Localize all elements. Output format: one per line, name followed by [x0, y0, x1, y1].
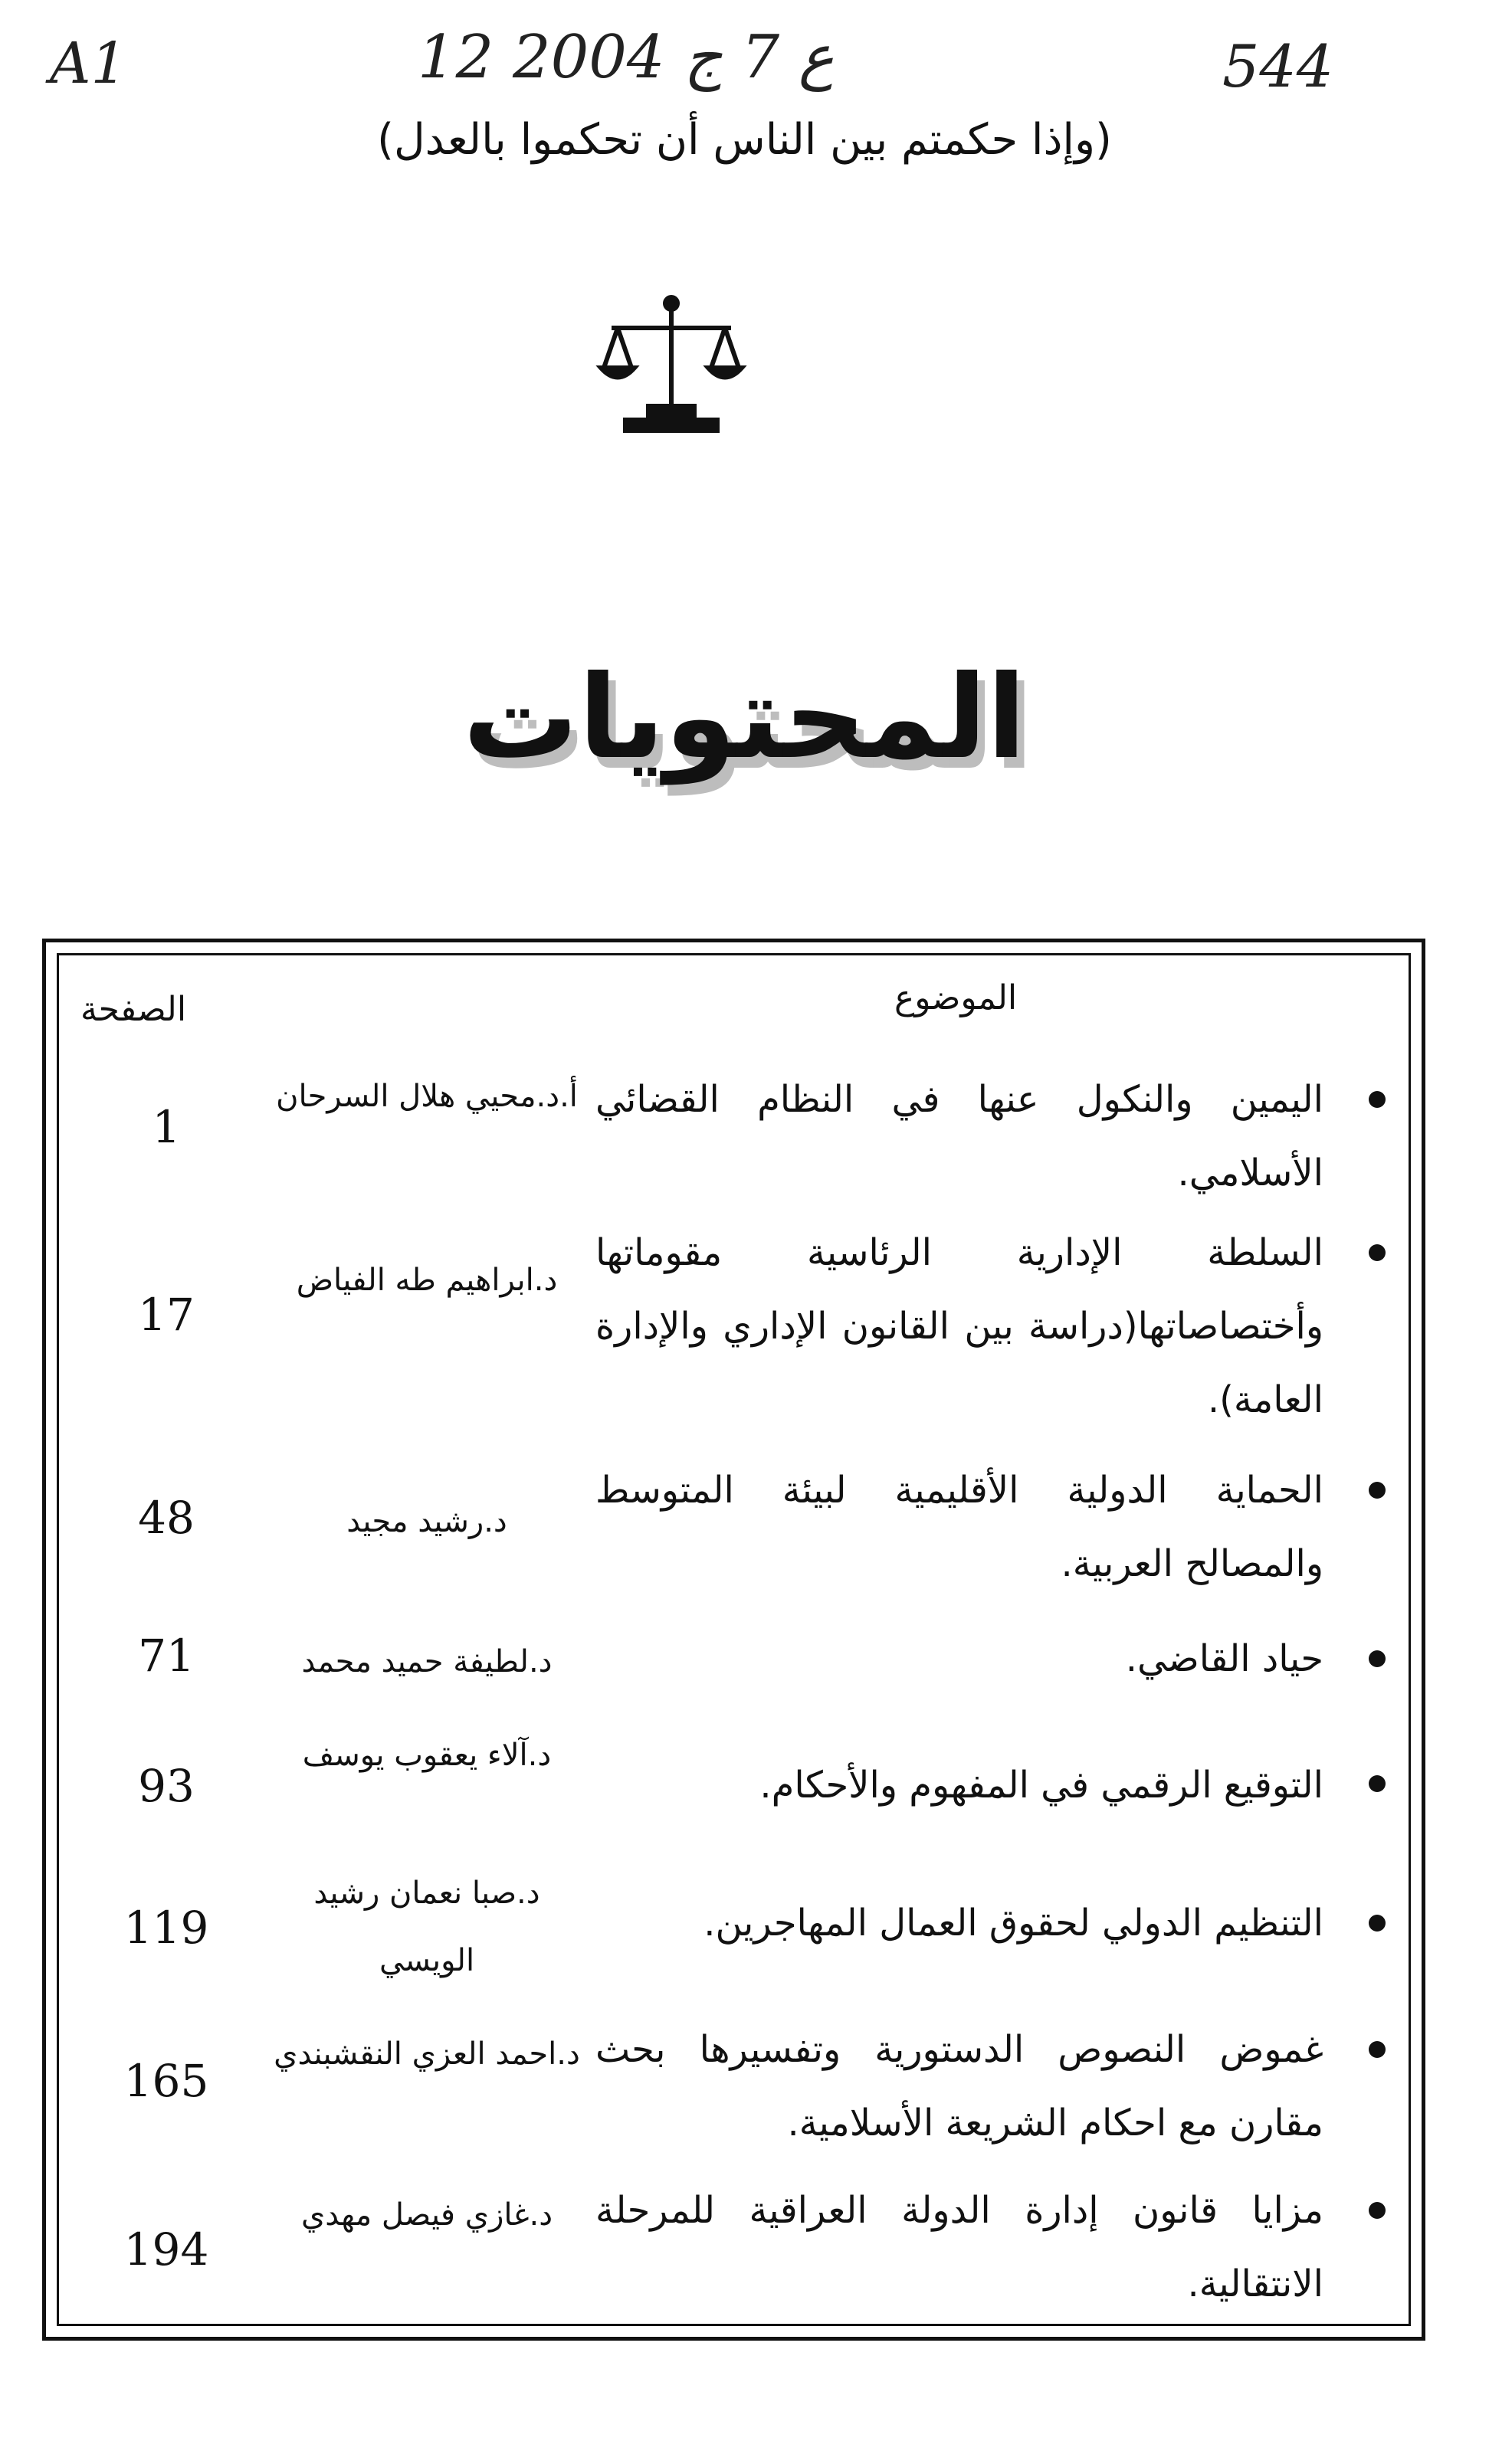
toc-page-number: 165 — [123, 2055, 209, 2107]
bullet-icon — [1369, 1775, 1386, 1792]
bullet-icon — [1369, 2041, 1386, 2058]
bullet-icon — [1369, 1244, 1386, 1261]
toc-topic: غموض النصوص الدستورية وتفسيرها بحث مقارن مع احكام الشريعة الأسلامية. — [595, 2028, 1323, 2145]
toc-header-page: الصفحة — [80, 990, 187, 1029]
toc-author: د.ابراهيم طه الفياض — [296, 1263, 558, 1298]
toc-page-number: 1 — [152, 1101, 181, 1153]
toc-author: د.غازي فيصل مهدي — [300, 2197, 553, 2233]
toc-entry — [59, 1216, 1409, 1438]
bullet-icon — [1369, 1091, 1386, 1108]
toc-author: أ.د.محيي هلال السرحان — [276, 1079, 578, 1114]
handwritten-number: 544 — [1222, 32, 1334, 100]
scales-of-justice-icon — [595, 291, 748, 444]
toc-page-number: 119 — [123, 1902, 209, 1954]
toc-author: د.صبا نعمان رشيد الويسي — [313, 1876, 540, 1978]
toc-frame — [42, 939, 1425, 2341]
toc-entry — [59, 2174, 1409, 2327]
toc-entry — [59, 1622, 1409, 1706]
toc-author: د.آلاء يعقوب يوسف — [302, 1738, 552, 1773]
toc-entry — [59, 1867, 1409, 1997]
toc-page-number: 17 — [138, 1289, 195, 1341]
toc-author: د.لطيفة حميد محمد — [301, 1644, 553, 1679]
toc-topic: الحماية الدولية الأقليمية لبيئة المتوسط والمصالح العربية. — [595, 1469, 1323, 1585]
toc-topic: حياد القاضي. — [1125, 1637, 1323, 1680]
toc-author: د.احمد العزي النقشبندي — [274, 2036, 580, 2072]
page-title: المحتويات — [462, 651, 1027, 785]
toc-author: د.رشيد مجيد — [346, 1504, 507, 1539]
toc-page-number: 71 — [138, 1630, 195, 1682]
toc-header-topic: الموضوع — [894, 978, 1018, 1017]
toc-inner-border — [57, 953, 1411, 2326]
toc-page-number: 93 — [138, 1760, 195, 1812]
toc-topic: التوقيع الرقمي في المفهوم والأحكام. — [759, 1764, 1323, 1807]
bullet-icon — [1369, 1482, 1386, 1499]
bullet-icon — [1369, 1650, 1386, 1667]
bullet-icon — [1369, 2202, 1386, 2219]
toc-entry — [59, 1453, 1409, 1607]
verse-header: (وإذا حكمتم بين الناس أن تحكموا بالعدل) — [377, 115, 1112, 165]
bullet-icon — [1369, 1915, 1386, 1932]
toc-topic: مزايا قانون إدارة الدولة العراقية للمرحلة الانتقالية. — [595, 2189, 1323, 2305]
toc-topic: التنظيم الدولي لحقوق العمال المهاجرين. — [704, 1902, 1323, 1945]
handwritten-issue-note: 12 ع 7 ج 2004 — [418, 23, 835, 92]
toc-entry — [59, 1063, 1409, 1216]
handwritten-code: A1 — [50, 31, 127, 97]
toc-page-number: 48 — [138, 1492, 195, 1544]
toc-topic: السلطة الإدارية الرئاسية مقوماتها وأختصاصاتها(دراسة بين القانون الإداري والإدارة العامة). — [595, 1231, 1323, 1421]
toc-topic: اليمين والنكول عنها في النظام القضائي الأسلامي. — [595, 1078, 1323, 1194]
toc-entry — [59, 2013, 1409, 2166]
toc-entry — [59, 1729, 1409, 1859]
toc-page-number: 194 — [123, 2223, 209, 2276]
